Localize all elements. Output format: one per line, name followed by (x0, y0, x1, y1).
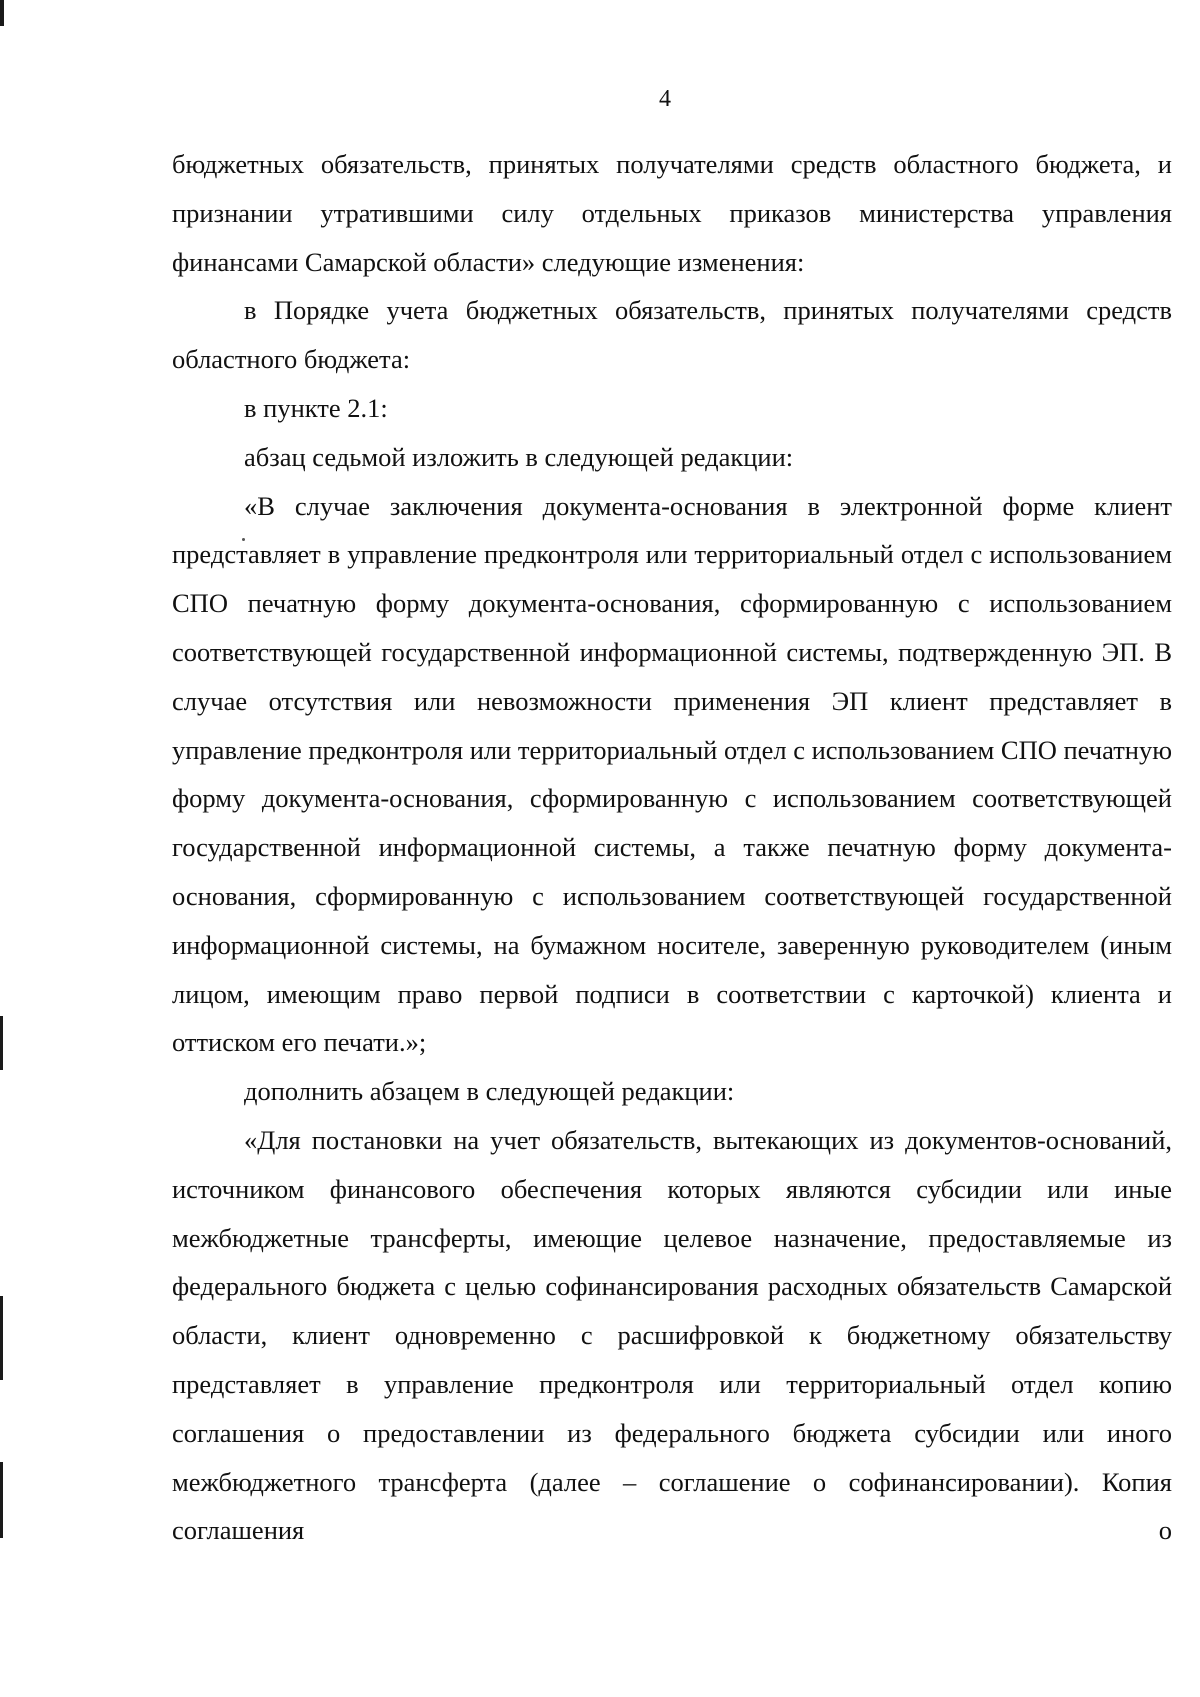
paragraph-quoted-amendment: «В случае заключения документа-основания в электронной форме клиент представляет в управление предконтроля или территориальный отдел с использованием СПО печатную форму документа-основания, сформированную с использованием соответствующей государственной информационной системы, подтвержденную ЭП. В случае отсутствия или невозможности применения ЭП клиент представляет в управление предконтроля или территориальный отдел с использованием СПО печатную форму документа-основания, сформированную с использованием соответствующей государственной информационной системы, а также печатную форму документа-основания, сформированную с использованием соответствующей государственной информационной системы, на бумажном носителе, заверенную руководителем (иным лицом, имеющим право первой подписи в соответствии с карточкой) клиента и оттиском его печати.»; (172, 490, 1172, 1058)
paragraph-continuation: бюджетных обязательств, принятых получателями средств областного бюджета, и признании утратившими силу отдельных приказов министерства управления финансами Самарской области» следующие изменения: (172, 149, 1172, 277)
paragraph-addition-instruction: дополнить абзацем в следующей редакции: (244, 1076, 735, 1107)
scan-edge-mark (0, 1462, 3, 1538)
scan-edge-mark (0, 1296, 3, 1380)
document-body (172, 140, 1172, 1555)
scan-edge-mark (0, 1016, 3, 1070)
paragraph-amendment-instruction: абзац седьмой изложить в следующей редакции: (244, 441, 794, 472)
page-number: 4 (659, 86, 671, 112)
paragraph-quoted-addition: «Для постановки на учет обязательств, вытекающих из документов-оснований, источником финансового обеспечения которых являются субсидии или иные межбюджетные трансферты, имеющие целевое назначение, предоставляемые из федерального бюджета с целью софинансирования расходных обязательств Самарской области, клиент одновременно с расшифровкой к бюджетному обязательству представляет в управление предконтроля или территориальный отдел копию соглашения о предоставлении из федерального бюджета субсидии или иного межбюджетного трансферта (далее – соглашение о софинансировании). Копия соглашения о (172, 1124, 1172, 1546)
scan-edge-mark (0, 0, 4, 26)
paragraph-order-reference: в Порядке учета бюджетных обязательств, принятых получателями средств областного бюджета: (172, 295, 1172, 375)
paragraph-clause-reference: в пункте 2.1: (244, 392, 388, 423)
